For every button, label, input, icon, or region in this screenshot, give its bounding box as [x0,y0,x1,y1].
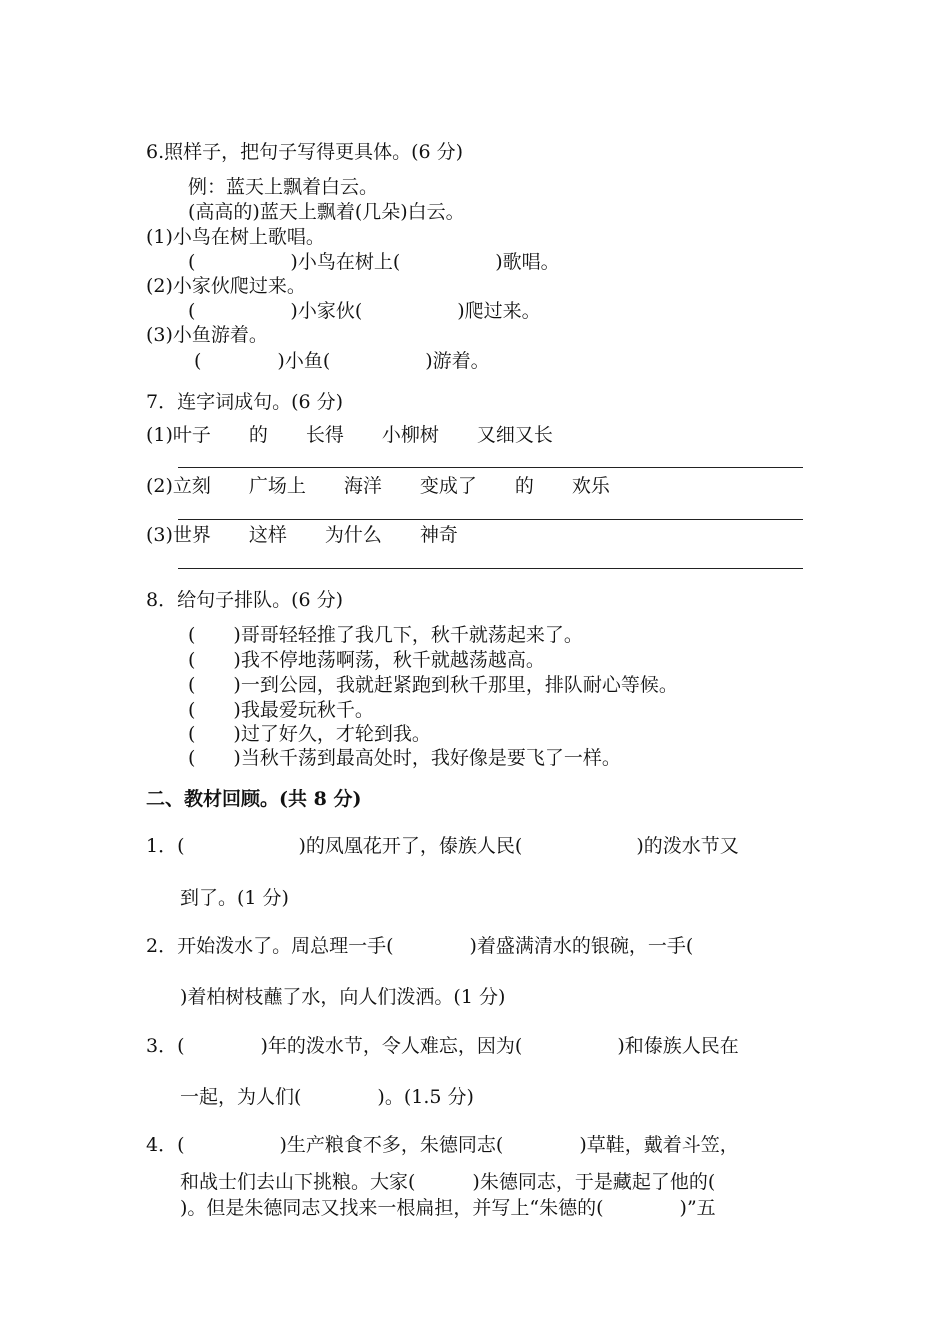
s2-q2-line2[interactable]: )着柏树枝蘸了水，向人们泼洒。(1 分) [180,986,506,1008]
q6-sentence-3-fill[interactable]: ( )小鱼( )游着。 [194,350,490,372]
q8-item[interactable]: ( )当秋千荡到最高处时，我好像是要飞了一样。 [188,747,621,769]
q7-words-3: (3)世界 这样 为什么 神奇 [146,524,458,546]
s2-q4-line1[interactable]: 4．( )生产粮食不多，朱德同志( )草鞋，戴着斗笠， [146,1134,739,1156]
s2-q4-line2[interactable]: 和战士们去山下挑粮。大家( )朱德同志，于是藏起了他的( [180,1171,716,1193]
section2-title: 二、教材回顾。(共 8 分) [146,788,362,810]
q8-item[interactable]: ( )哥哥轻轻推了我几下，秋千就荡起来了。 [188,624,583,646]
q6-sentence-1-fill[interactable]: ( )小鸟在树上( )歌唱。 [188,251,560,273]
q6-title: 6.照样子，把句子写得更具体。(6 分) [146,141,464,163]
s2-q1-line2: 到了。(1 分) [180,887,289,909]
q8-item[interactable]: ( )过了好久，才轮到我。 [188,723,431,745]
q7-answer-line-3[interactable] [178,568,803,569]
q6-sentence-2-fill[interactable]: ( )小家伙( )爬过来。 [188,300,541,322]
q7-answer-line-2[interactable] [178,519,803,520]
q6-example-1: 例：蓝天上飘着白云。 [188,176,379,198]
q8-item[interactable]: ( )我不停地荡啊荡，秋千就越荡越高。 [188,649,545,671]
s2-q4-line3[interactable]: )。但是朱德同志又找来一根扁担，并写上“朱德的( )”五 [180,1197,716,1219]
q6-sentence-1: (1)小鸟在树上歌唱。 [146,226,325,248]
q6-sentence-3: (3)小鱼游着。 [146,324,268,346]
s2-q2-line1[interactable]: 2．开始泼水了。周总理一手( )着盛满清水的银碗，一手( [146,935,694,957]
s2-q1-line1[interactable]: 1．( )的凤凰花开了，傣族人民( )的泼水节又 [146,835,739,857]
q6-sentence-2: (2)小家伙爬过来。 [146,275,306,297]
s2-q3-line1[interactable]: 3．( )年的泼水节，令人难忘，因为( )和傣族人民在 [146,1035,739,1057]
q8-item[interactable]: ( )我最爱玩秋千。 [188,699,374,721]
s2-q3-line2[interactable]: 一起，为人们( )。(1.5 分) [180,1086,474,1108]
q7-answer-line-1[interactable] [178,467,803,468]
q8-title: 8．给句子排队。(6 分) [146,589,344,611]
q8-item[interactable]: ( )一到公园，我就赶紧跑到秋千那里，排队耐心等候。 [188,674,678,696]
q7-words-2: (2)立刻 广场上 海洋 变成了 的 欢乐 [146,475,610,497]
q7-words-1: (1)叶子 的 长得 小柳树 又细又长 [146,424,553,446]
q7-title: 7．连字词成句。(6 分) [146,391,344,413]
q6-example-2: (高高的)蓝天上飘着(几朵)白云。 [188,201,465,223]
